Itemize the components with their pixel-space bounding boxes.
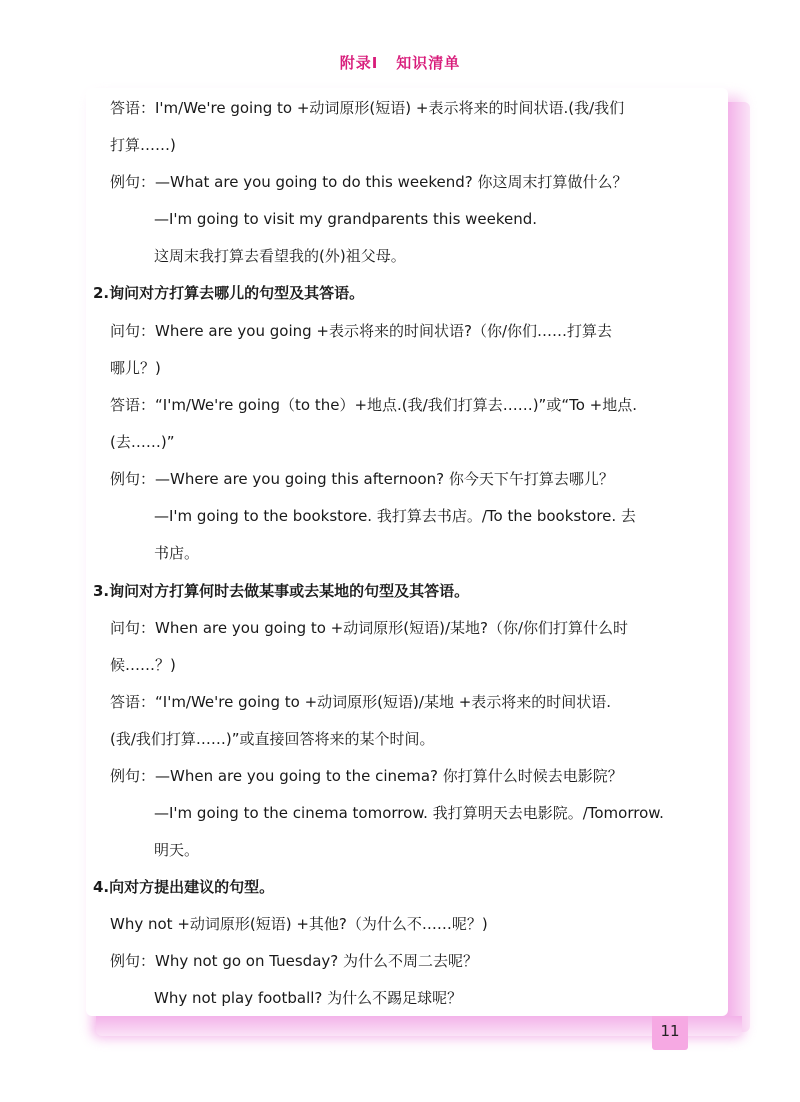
example-line: 例句：—Where are you going this afternoon? 你今天下午打算去哪儿？: [110, 470, 614, 488]
running-header: [0, 52, 800, 73]
answer-line-cont: (我/我们打算……)”或直接回答将来的某个时间。: [110, 730, 435, 748]
section-heading-3: 3.询问对方打算何时去做某事或去某地的句型及其答语。: [93, 582, 470, 600]
section-heading-4: 4.向对方提出建议的句型。: [93, 878, 275, 896]
page-frame-right-edge: [728, 102, 750, 1032]
question-line-cont: 哪儿？): [110, 359, 161, 377]
example-line: 例句：Why not go on Tuesday? 为什么不周二去呢？: [110, 952, 478, 970]
pattern-line: Why not +动词原形(短语) +其他?（为什么不……呢？): [110, 915, 488, 933]
example-answer-line: —I'm going to the bookstore. 我打算去书店。/To the bookstore. 去: [154, 507, 636, 525]
example-answer-line-cont: 书店。: [154, 544, 200, 562]
section-title: 知识清单: [396, 54, 461, 72]
question-line: 问句：When are you going to +动词原形(短语)/某地?（你/你们打算什么时: [110, 619, 629, 637]
question-line-cont: 候……？): [110, 656, 176, 674]
answer-line: 答语：I'm/We're going to +动词原形(短语) +表示将来的时间状语.(我/我们: [110, 99, 625, 117]
page-number: 11: [652, 1016, 688, 1050]
example-line-2: Why not play football? 为什么不踢足球呢？: [154, 989, 463, 1007]
answer-line: 答语：“I'm/We're going to +动词原形(短语)/某地 +表示将来的时间状语.: [110, 693, 612, 711]
section-heading-2: 2.询问对方打算去哪儿的句型及其答语。: [93, 284, 365, 302]
answer-line-cont: (去……)”: [110, 433, 175, 451]
answer-line-cont: 打算……): [110, 136, 176, 154]
example-answer-line: —I'm going to visit my grandparents this weekend.: [154, 210, 538, 228]
example-answer-line-cont: 明天。: [154, 841, 200, 859]
question-line: 问句：Where are you going +表示将来的时间状语?（你/你们……打算去: [110, 322, 613, 340]
answer-line: 答语：“I'm/We're going（to the）+地点.(我/我们打算去……)”或“To +地点.: [110, 396, 637, 414]
example-line: 例句：—When are you going to the cinema? 你打算什么时候去电影院？: [110, 767, 623, 785]
example-translation-line: 这周末我打算去看望我的(外)祖父母。: [154, 247, 406, 265]
page-frame-bottom-edge: [96, 1016, 742, 1036]
example-line: 例句：—What are you going to do this weekend? 你这周末打算做什么？: [110, 173, 628, 191]
example-answer-line: —I'm going to the cinema tomorrow. 我打算明天去电影院。/Tomorrow.: [154, 804, 664, 822]
appendix-label: 附录Ⅰ: [339, 54, 379, 72]
